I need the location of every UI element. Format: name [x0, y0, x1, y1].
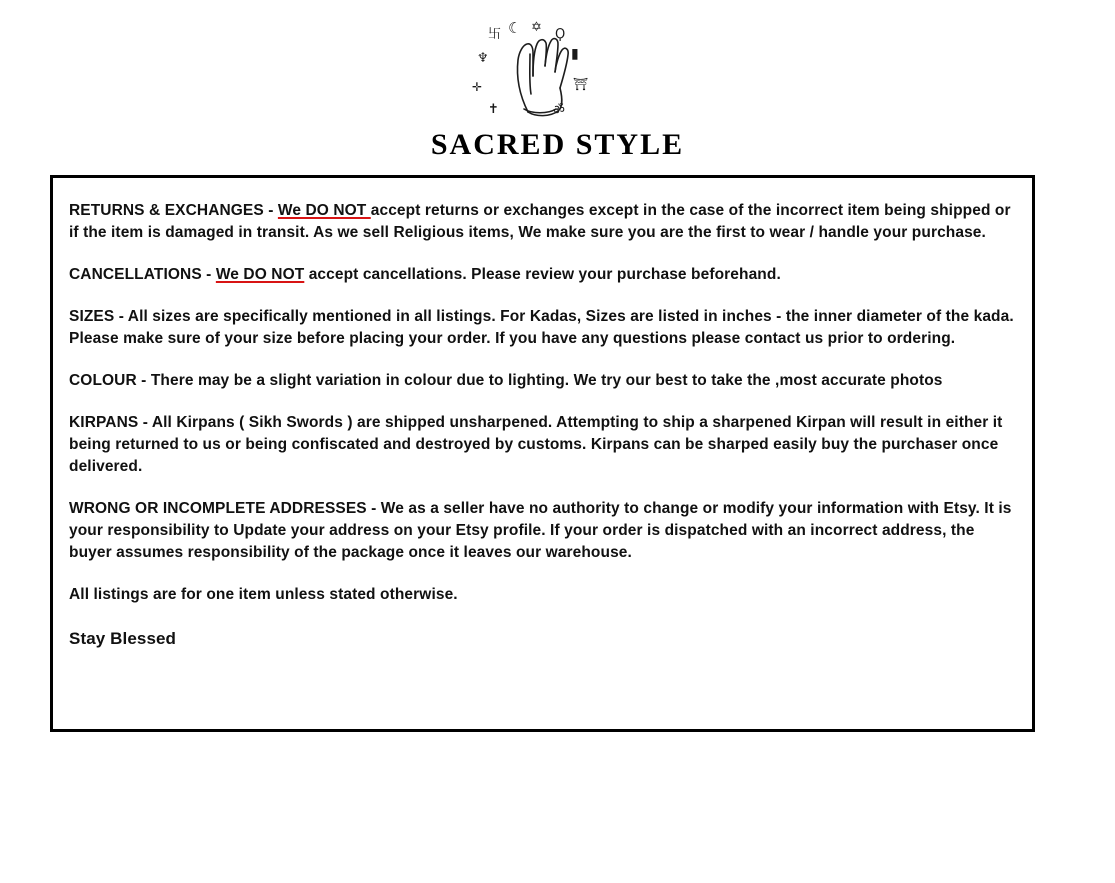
- policy-cancellations-body: accept cancellations. Please review your purchase beforehand.: [304, 266, 781, 283]
- policy-addresses-separator: -: [366, 500, 381, 517]
- policy-addresses-body: We as a seller have no authority to change or modify your information with Etsy. It is your responsibility to Update your address on your Etsy profile. If your order is dispatched with an incorrect address, the buyer assumes responsibility of the package once it leaves our warehouse.: [69, 500, 1012, 561]
- policy-cancellations-separator: -: [201, 266, 216, 283]
- svg-text:✛: ✛: [471, 80, 482, 94]
- logo-header: [0, 0, 1115, 162]
- policy-cancellations-title: CANCELLATIONS: [69, 266, 202, 283]
- svg-text:☾: ☾: [507, 19, 521, 37]
- policy-box: [50, 175, 1035, 732]
- svg-text:▮: ▮: [570, 46, 579, 62]
- policy-cancellations-emphasis: We DO NOT: [215, 266, 305, 283]
- svg-text:卐: 卐: [487, 27, 501, 42]
- policy-cancellations: [69, 264, 1016, 286]
- svg-text:♆: ♆: [476, 51, 489, 66]
- policy-colour-body: There may be a slight variation in colour due to lighting. We try our best to take the ,most accurate photos: [150, 372, 943, 389]
- policy-addresses-title: WRONG OR INCOMPLETE ADDRESSES: [69, 500, 367, 517]
- svg-text:✡: ✡: [530, 20, 542, 35]
- policy-colour-separator: -: [136, 372, 151, 389]
- policy-returns-title: RETURNS & EXCHANGES: [69, 202, 264, 219]
- page-title: SACRED STYLE: [430, 128, 685, 161]
- svg-text:⛩: ⛩: [572, 77, 588, 91]
- policy-sizes: [69, 306, 1016, 350]
- policy-returns: [69, 200, 1016, 244]
- policy-kirpans-separator: -: [138, 414, 152, 431]
- policy-returns-separator: -: [263, 202, 278, 219]
- policy-kirpans-title: KIRPANS: [69, 414, 139, 431]
- policy-colour: [69, 370, 1016, 392]
- policy-closing: Stay Blessed: [69, 629, 177, 648]
- policy-kirpans-body: All Kirpans ( Sikh Swords ) are shipped unsharpened. Attempting to ship a sharpened Kirpan will result in either it being returned to us or being confiscated and destroyed by customs. Kirpans can be sharped easily buy the purchaser once delivered.: [69, 414, 1003, 475]
- svg-text:ॐ: ॐ: [552, 103, 565, 118]
- policy-returns-emphasis: We DO NOT: [277, 202, 371, 219]
- policy-returns-body: accept returns or exchanges except in the case of the incorrect item being shipped or if the item is damaged in transit. As we sell Religious items, We make sure you are the first to wear / handle your purchase.: [69, 202, 1011, 241]
- policy-sizes-body: All sizes are specifically mentioned in all listings. For Kadas, Sizes are listed in inches - the inner diameter of the kada. Please make sure of your size before placing your order. If you have any questions please contact us prior to ordering.: [69, 308, 1014, 347]
- policy-colour-title: COLOUR: [69, 372, 137, 389]
- svg-text:✝: ✝: [487, 102, 499, 117]
- policy-sizes-title: SIZES: [69, 308, 115, 325]
- svg-text:Ϙ: Ϙ: [554, 27, 565, 42]
- praying-hands-icon: [458, 16, 658, 126]
- policy-sizes-separator: -: [114, 308, 128, 325]
- policy-kirpans: [69, 412, 1016, 478]
- policy-listings-note: All listings are for one item unless stated otherwise.: [69, 586, 458, 603]
- policy-addresses: [69, 498, 1016, 564]
